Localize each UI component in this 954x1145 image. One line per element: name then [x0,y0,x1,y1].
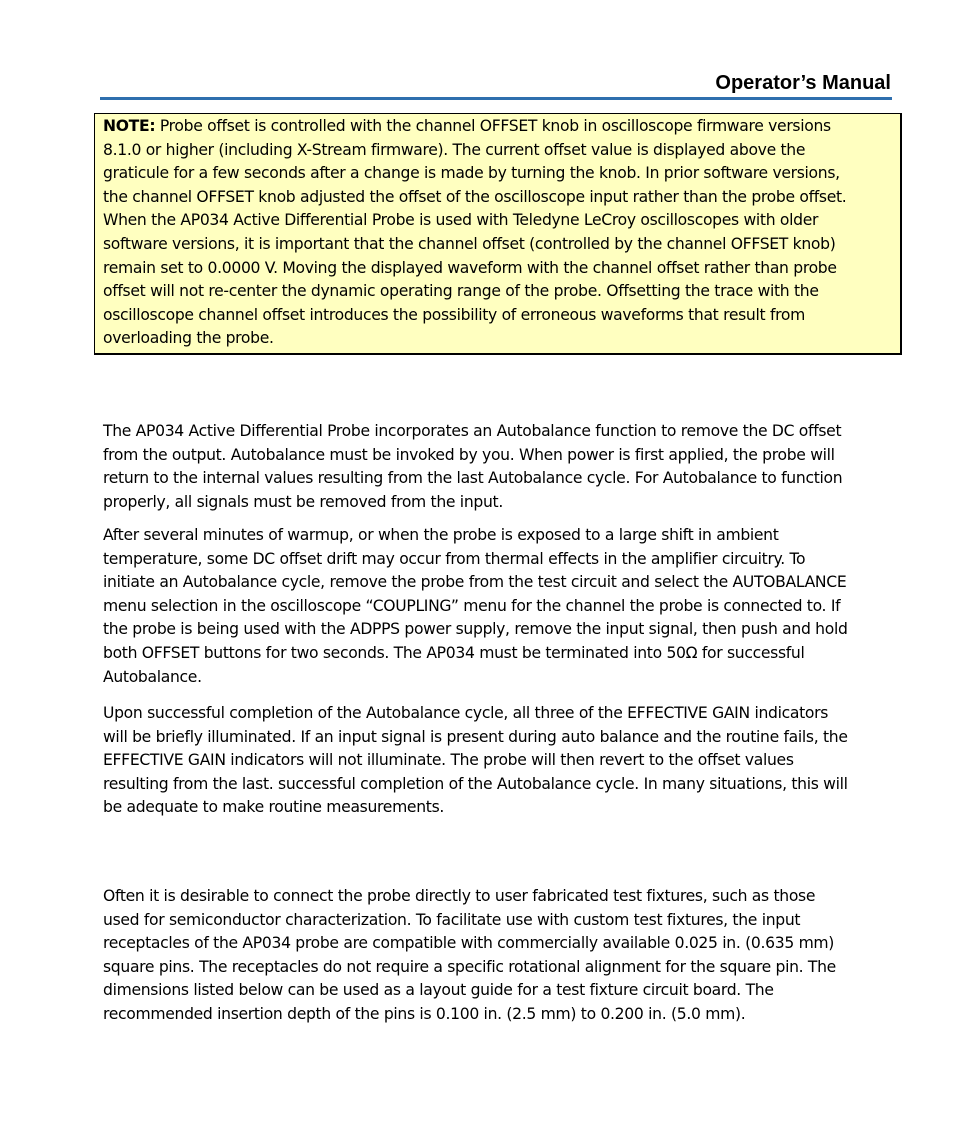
paragraph-line: will be briefly illuminated. If an input signal is present during auto balance and the routine fails, the [103,727,848,746]
paragraph-line: receptacles of the AP034 probe are compatible with commercially available 0.025 in. (0.635 mm) [103,934,835,953]
paragraph-line: The AP034 Active Differential Probe incorporates an Autobalance function to remove the DC offset [103,422,842,440]
note-line: NOTE: Probe offset is controlled with the channel OFFSET knob in oscilloscope firmware versions [103,117,831,135]
paragraph-line: initiate an Autobalance cycle, remove the probe from the test circuit and select the AUTOBALANCE [103,573,847,592]
paragraph-line: used for semiconductor characterization. To facilitate use with custom test fixtures, the input [103,910,801,929]
paragraph-line: EFFECTIVE GAIN indicators will not illuminate. The probe will then revert to the offset values [103,751,794,770]
note-line: overloading the probe. [103,329,274,348]
paragraph-line: properly, all signals must be removed from the input. [103,492,503,511]
paragraph-line: temperature, some DC offset drift may occur from thermal effects in the amplifier circuitry. To [103,549,806,568]
paragraph-line: square pins. The receptacles do not require a specific rotational alignment for the square pin. The [103,957,836,976]
paragraph-line: be adequate to make routine measurements. [103,798,445,817]
paragraph-line: Autobalance. [103,667,202,686]
paragraph-line: After several minutes of warmup, or when the probe is exposed to a large shift in ambient [103,526,779,544]
note-line: graticule for a few seconds after a change is made by turning the knob. In prior software versions, [103,164,840,183]
paragraph-line: resulting from the last. successful completion of the Autobalance cycle. In many situations, this will [103,774,848,793]
note-text [103,115,846,351]
paragraph-autobalance-completion [103,702,848,820]
note-line: offset will not re-center the dynamic operating range of the probe. Offsetting the trace with the [103,282,819,301]
paragraph-line: menu selection in the oscilloscope “COUPLING” menu for the channel the probe is connected to. If [103,596,841,615]
paragraph-line: recommended insertion depth of the pins is 0.100 in. (2.5 mm) to 0.200 in. (5.0 mm). [103,1004,746,1023]
paragraph-line: from the output. Autobalance must be invoked by you. When power is first applied, the probe will [103,445,835,464]
paragraph-autobalance-intro [103,420,842,514]
note-line: software versions, it is important that the channel offset (controlled by the channel OFFSET knob) [103,234,836,253]
note-line: 8.1.0 or higher (including X-Stream firmware). The current offset value is displayed above the [103,140,806,159]
note-line: remain set to 0.0000 V. Moving the displayed waveform with the channel offset rather than probe [103,258,837,277]
paragraph-line: dimensions listed below can be used as a layout guide for a test fixture circuit board. The [103,981,774,1000]
header-rule [100,97,892,100]
note-label: NOTE: [103,117,156,135]
note-line: When the AP034 Active Differential Probe is used with Teledyne LeCroy oscilloscopes with older [103,211,819,230]
paragraph-line: the probe is being used with the ADPPS power supply, remove the input signal, then push and hold [103,620,848,639]
paragraph-line: return to the internal values resulting from the last Autobalance cycle. For Autobalance to function [103,469,843,488]
page-header-title: Operator’s Manual [715,72,891,94]
paragraph-line: Upon successful completion of the Autobalance cycle, all three of the EFFECTIVE GAIN indicators [103,704,829,722]
paragraph-line: both OFFSET buttons for two seconds. The AP034 must be terminated into 50Ω for successful [103,643,805,662]
paragraph-autobalance-procedure [103,524,848,689]
note-line: oscilloscope channel offset introduces the possibility of erroneous waveforms that result from [103,305,805,324]
paragraph-line: Often it is desirable to connect the probe directly to user fabricated test fixtures, such as those [103,887,816,905]
note-line: the channel OFFSET knob adjusted the offset of the oscilloscope input rather than the probe offset. [103,187,847,206]
paragraph-test-fixtures [103,885,836,1027]
